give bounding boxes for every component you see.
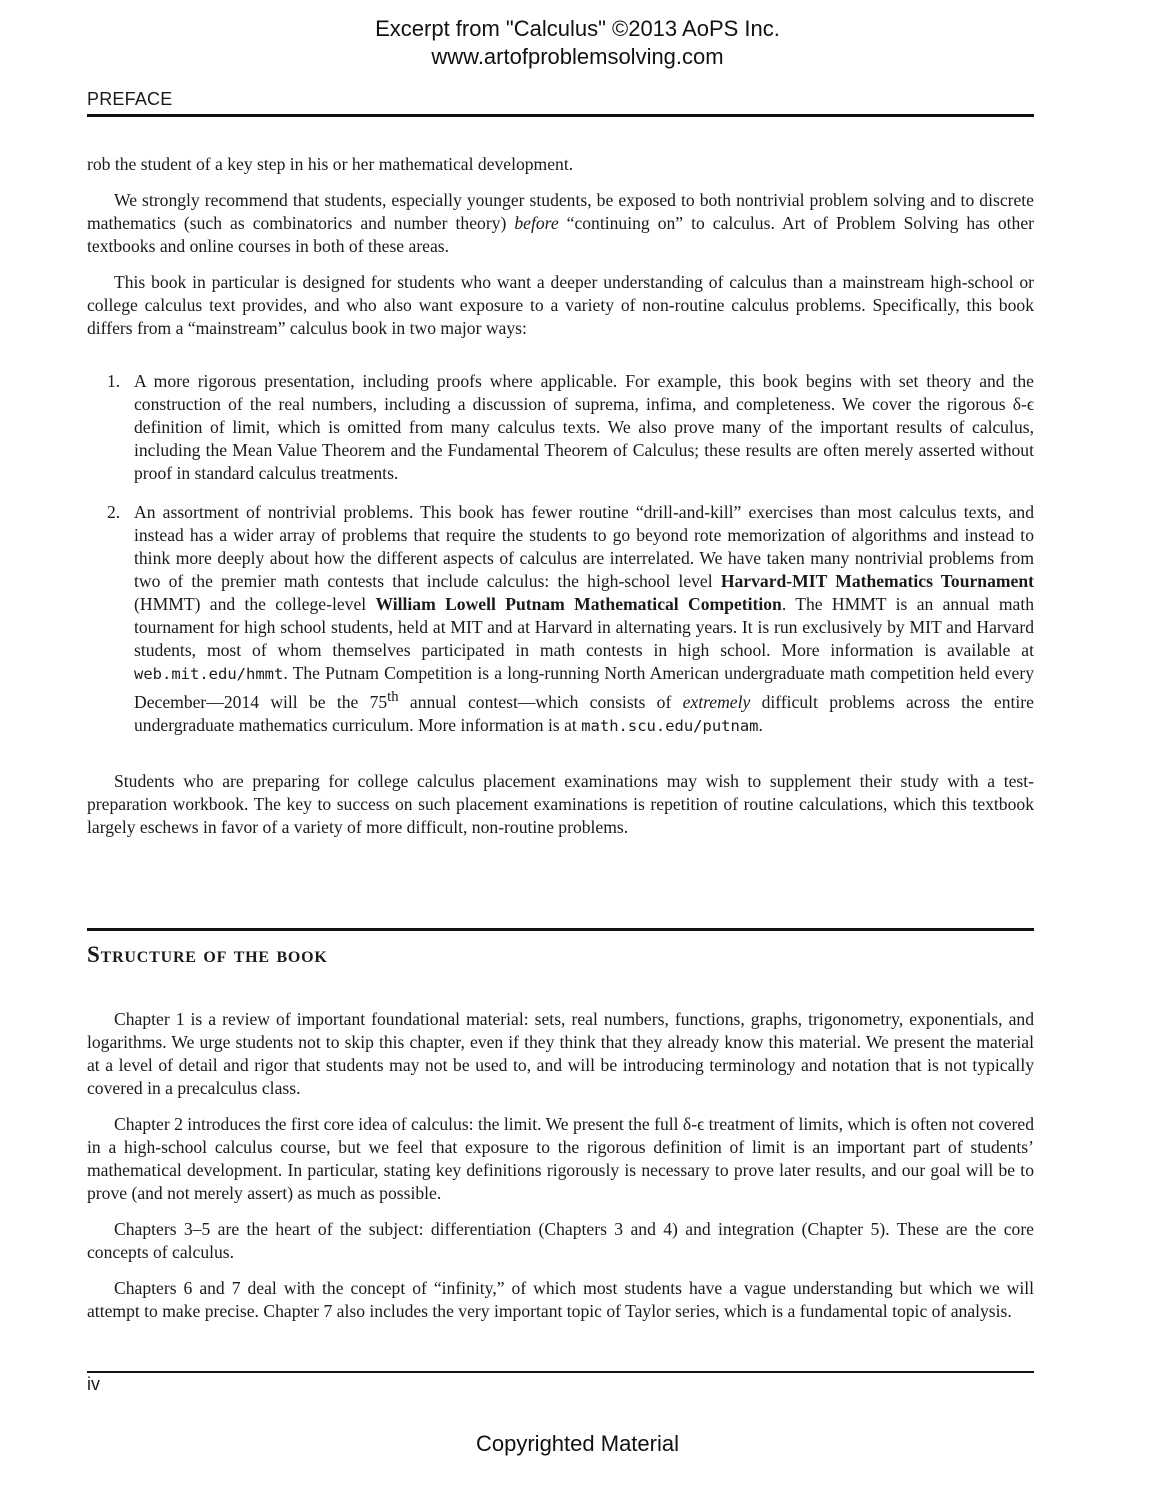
- copyright-footer: Copyrighted Material: [476, 1431, 679, 1456]
- putnam-name: William Lowell Putnam Mathematical Competition: [375, 594, 782, 614]
- paragraph-chapter-2: Chapter 2 introduces the first core idea of calculus: the limit. We present the full δ-ϵ treatment of limits, which is often not covered in a high-school calculus course, but we feel that exposure to the rigorous definition of limit is an important part of students’ mathematical development. In particular, stating key definitions rigorously is necessary to prove later results, and our goal will be to prove (and not merely assert) as much as possible.: [87, 1114, 1034, 1203]
- list-item: [87, 501, 1034, 738]
- paragraph-chapters-3-5: Chapters 3–5 are the heart of the subject: differentiation (Chapters 3 and 4) and integration (Chapter 5). These are the core concepts of calculus.: [87, 1219, 1034, 1262]
- paragraph-recommendation: [87, 189, 1034, 258]
- preface-text: [87, 153, 1034, 839]
- putnam-url: math.scu.edu/putnam: [581, 716, 759, 735]
- list-item-text-g: .: [758, 714, 763, 735]
- list-item-text-c: . The HMMT is an annual math tournament for high school students, held at MIT and at Harvard in alternating years. It is run exclusively by MIT and Harvard students, most of whom themselves participated in math contests in high school. More information is available at: [134, 594, 1035, 660]
- page-number: iv: [87, 1374, 100, 1394]
- paragraph-chapter-1: Chapter 1 is a review of important foundational material: sets, real numbers, functions, graphs, trigonometry, exponentials, and logarithms. We urge students not to skip this chapter, even if they think that they already know this material. We present the material at a level of detail and rigor that students may not be used to, and will be introducing terminology and notation that is not typically covered in a precalculus class.: [87, 1009, 1034, 1098]
- structure-text: [87, 1008, 1034, 1323]
- list-number: 2.: [107, 502, 121, 522]
- footer-rule: [87, 1371, 1034, 1373]
- list-item-text-f: difficult problems across the entire undergraduate mathematics curriculum. More information is at: [134, 691, 1034, 735]
- hmmt-url: web.mit.edu/hmmt: [134, 665, 284, 683]
- list-item-text-d: . The Putnam Competition is a long-running North American undergraduate math competition held every December—2014 will be the 75: [134, 663, 1034, 712]
- list-number: 1.: [107, 371, 121, 391]
- list-item-text: A more rigorous presentation, including proofs where applicable. For example, this book begins with set theory and the construction of the real numbers, including a discussion of suprema, infima, and completeness. We cover the rigorous δ-ϵ definition of limit, which is omitted from many calculus texts. We also prove many of the important results of calculus, including the Mean Value Theorem and the Fundamental Theorem of Calculus; these results are often merely asserted without proof in standard calculus treatments.: [134, 371, 1034, 483]
- excerpt-banner-url: www.artofproblemsolving.com: [431, 44, 724, 69]
- list-item-text-a: An assortment of nontrivial problems. This book has fewer routine “drill-and-kill” exercises than most calculus texts, and instead has a wider array of problems that require the students to go beyond rote memorization of algorithms and instead to think more deeply about how the different aspects of calculus are interrelated. We have taken many nontrivial problems from two of the premier math contests that include calculus: the high-school level: [134, 502, 1034, 591]
- differences-list: [87, 370, 1034, 738]
- list-item-text-b: (HMMT) and the college-level: [134, 594, 376, 614]
- paragraph-recommendation-part-a: We strongly recommend that students, especially younger students, be exposed to both nontrivial problem solving and to discrete mathematics (such as combinatorics and number theory): [87, 190, 1034, 233]
- list-item-text-e: annual contest—which consists of: [398, 691, 683, 712]
- paragraph-book-purpose: This book in particular is designed for students who want a deeper understanding of calculus than a mainstream high-school or college calculus text provides, and who also want exposure to a variety of non-routine calculus problems. Specifically, this book differs from a “mainstream” calculus book in two major ways:: [87, 272, 1034, 338]
- hmmt-name: Harvard-MIT Mathematics Tournament: [720, 571, 1034, 591]
- header-rule: [87, 114, 1034, 117]
- running-head: PREFACE: [87, 89, 173, 109]
- paragraph-continuation: rob the student of a key step in his or her mathematical development.: [87, 154, 574, 174]
- paragraph-recommendation-part-b: “continuing on” to calculus. Art of Problem Solving has other textbooks and online courses in both of these areas.: [87, 213, 1034, 256]
- section-heading: Structure of the book: [87, 942, 328, 967]
- section-rule: [87, 928, 1034, 931]
- emphasis-extremely: extremely: [682, 691, 751, 712]
- emphasis-before: before: [514, 213, 559, 233]
- list-item: [87, 370, 1034, 485]
- paragraph-placement-exams: Students who are preparing for college calculus placement examinations may wish to supplement their study with a test-preparation workbook. The key to success on such placement examinations is repetition of routine calculations, which this textbook largely eschews in favor of a variety of more difficult, non-routine problems.: [87, 770, 1034, 837]
- ordinal-suffix: th: [387, 689, 399, 705]
- excerpt-banner-title: Excerpt from "Calculus" ©2013 AoPS Inc.: [375, 16, 780, 41]
- paragraph-chapters-6-7: Chapters 6 and 7 deal with the concept of “infinity,” of which most students have a vague understanding but which we will attempt to make precise. Chapter 7 also includes the very important topic of Taylor series, which is a fundamental topic of analysis.: [87, 1278, 1034, 1321]
